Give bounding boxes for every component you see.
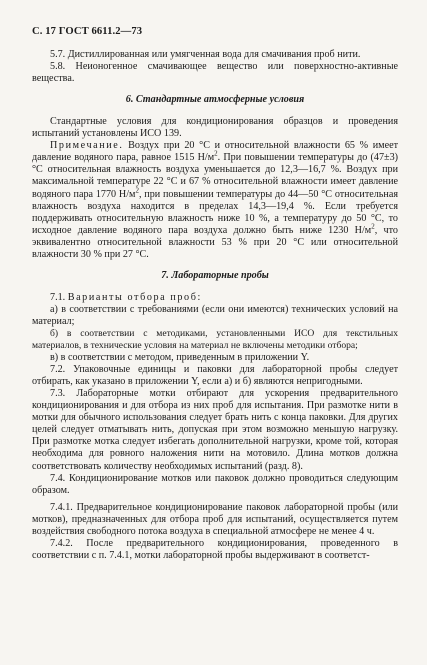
paragraph-5-8: 5.8. Неионогенное смачивающее вещество или поверхностно-активные вещества. [32,61,398,85]
section-7-title: 7. Лабораторные пробы [161,269,269,281]
page-header: С. 17 ГОСТ 6611.2—73 [32,26,143,37]
list-item-v: в) в соответствии с методом, приведенным в приложении Y. [50,352,310,364]
note-text-4: , что эквивалентно относительной влажности 53 % при 20 °С или относительной влажности 30 % при 27 °С. [32,224,398,260]
list-item-b: б) в соответствии с методиками, установленными ИСО для текстильных материалов, в технические условия на материал не включены методики отбора; [32,327,398,352]
section-6-title: 6. Стандартные атмосферные условия [125,94,305,106]
paragraph-7-2: 7.2. Упаковочные единицы и паковки для лабораторной пробы следует отбирать, как указано в приложении Y, если а) и б) являются непригодными. [32,364,398,388]
paragraph-6-1: Стандартные условия для кондиционирования образцов и проведения испытаний установлены ИСО 139. [32,116,398,140]
paragraph-7-4: 7.4. Кондиционирование мотков или паковок должно проводиться следующим образом. [32,472,398,496]
list-item-a: а) в соответствии с требованиями (если они имеются) технических условий на материал; [32,303,398,327]
note-text-1: Воздух при 20 °С и относительной влажности 65 % имеет давление водяного пара, равное 1515 Н/м [32,140,398,164]
paragraph-5-7: 5.7. Дистиллированная или умягченная вода для смачивания проб нити. [50,49,361,61]
note-paragraph [32,140,398,260]
note-superscript-2: 2 [135,186,139,195]
note-superscript-3: 2 [371,222,375,231]
note-superscript-1: 2 [214,150,218,158]
note-label: Примечание. [50,140,124,152]
note-text-3: , при повышении температуры до 44—50 °С относительная влажность воздуха находится в пределах 14,3—19,4 %. Если требуется поддерживать относительную влажность ниже 10 %, а температуру до 50 °С, то исходное давление водяного пара воздуха должно быть ниже 1230 Н/м [32,188,398,236]
paragraph-7-4-2: 7.4.2. После предварительного кондиционирования, проведенного в соответствии с п. 7.4.1, мотки лабораторной пробы выдерживают в соответст- [32,537,398,561]
note-text-2: . При повышении температуры до (47±3) °С относительная влажность воздуха уменьшается до 12,3—16,7 %. Воздух при максимальной температуре 22 °С и 67 % относительной влажности имеет давление водяного пара 1770 Н/м [32,152,399,200]
paragraph-7-3: 7.3. Лабораторные мотки отбирают для ускорения предварительного кондиционирования и для отбора из них проб для испытания. При размотке нити в мотки для обычного использования следует брать нить с конца паковки. Для других целей следует отматывать нить, допуская при этом возможно меньшую нагрузку. При размотке мотка следует избегать дополнительной нагрузки, кроме той, которая необходима для ровного наложения нити на мотовило. Длина мотков должна соответствовать количеству необходимых испытаний (разд. 8). [32,388,398,472]
paragraph-7-1-heading: Варианты отбора проб: [67,291,202,303]
paragraph-7-1 [32,292,398,304]
paragraph-7-4-1: 7.4.1. Предварительное кондиционирование паковок лабораторной пробы (или мотков), предназначенных для отбора проб для испытаний, осуществляется путем воздействия свободного потока воздуха в специальной атмосфере не менее 4 ч. [32,501,398,537]
paragraph-7-1-number: 7.1. [50,291,68,303]
